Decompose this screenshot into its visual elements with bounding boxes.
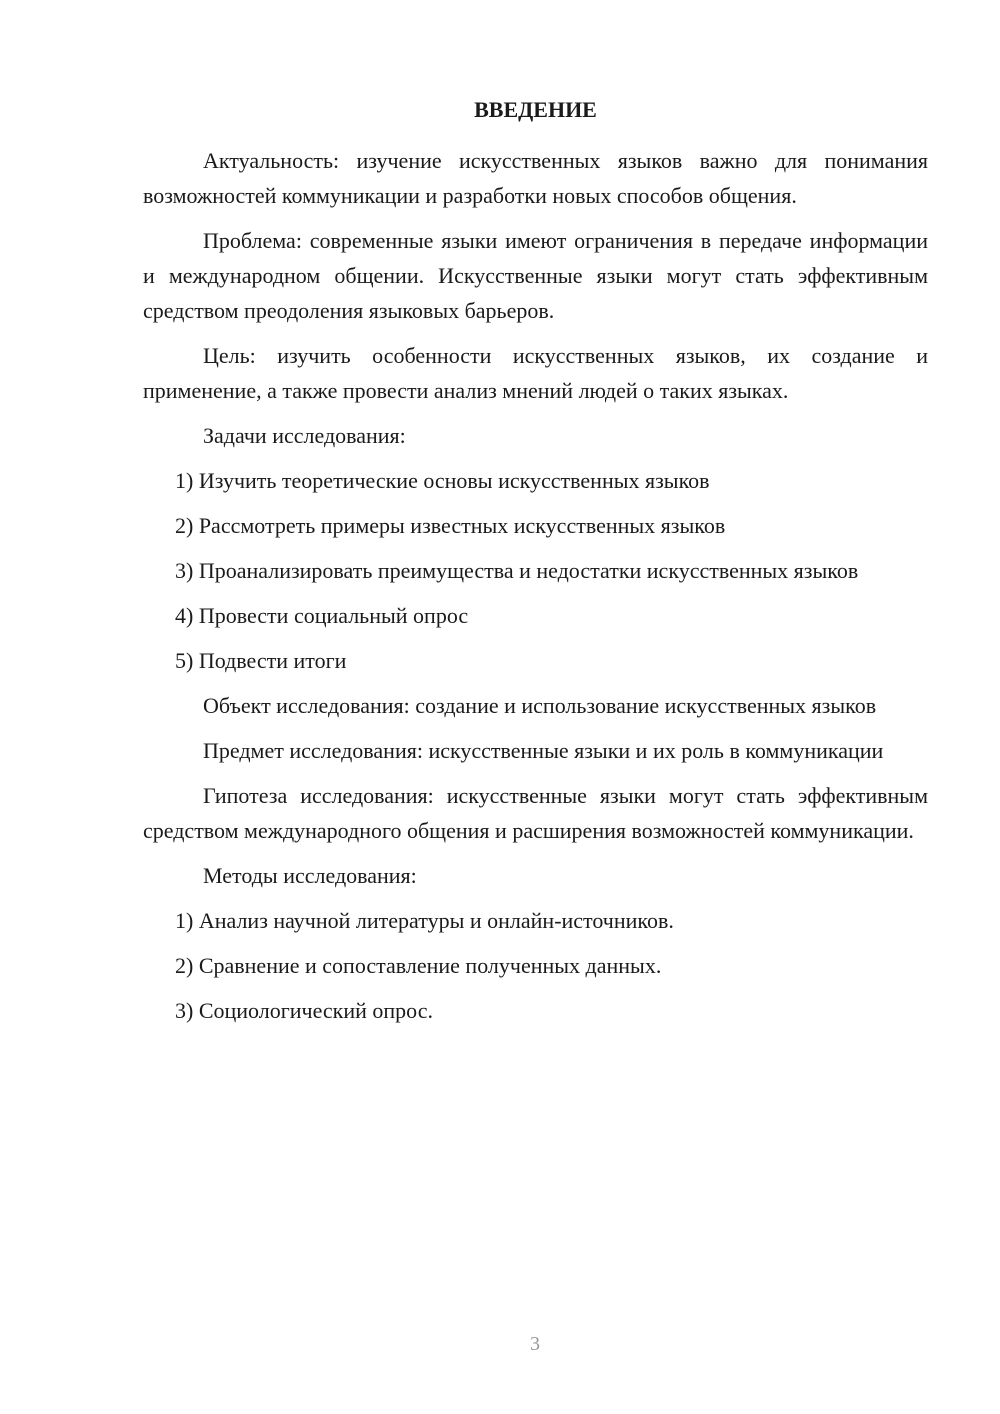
hypothesis-paragraph: Гипотеза исследования: искусственные языки могут стать эффективным средством международного общения и расширения возможностей коммуникации. [143, 783, 928, 843]
tasks-list [143, 463, 928, 678]
goal-paragraph: Цель: изучить особенности искусственных языков, их создание и применение, а также провести анализ мнений людей о таких языках. [143, 343, 928, 403]
methods-heading: Методы исследования: [203, 863, 417, 888]
document-page [143, 95, 928, 1038]
method-item: 2) Сравнение и сопоставление полученных данных. [175, 953, 662, 978]
subject-paragraph: Предмет исследования: искусственные языки и их роль в коммуникации [203, 738, 884, 763]
task-item: 2) Рассмотреть примеры известных искусственных языков [175, 513, 726, 538]
problem-paragraph: Проблема: современные языки имеют ограничения в передаче информации и международном общении. Искусственные языки могут стать эффективным средством преодоления языковых барьеров. [143, 228, 928, 323]
task-item: 4) Провести социальный опрос [175, 603, 469, 628]
object-paragraph: Объект исследования: создание и использование искусственных языков [203, 693, 877, 718]
page-number: 3 [530, 1333, 540, 1355]
task-item: 5) Подвести итоги [175, 648, 347, 673]
relevance-paragraph: Актуальность: изучение искусственных языков важно для понимания возможностей коммуникации и разработки новых способов общения. [143, 148, 928, 208]
tasks-heading: Задачи исследования: [203, 423, 406, 448]
method-item: 3) Социологический опрос. [175, 998, 433, 1023]
document-title: ВВЕДЕНИЕ [474, 97, 597, 122]
method-item: 1) Анализ научной литературы и онлайн-источников. [175, 908, 674, 933]
task-item: 3) Проанализировать преимущества и недостатки искусственных языков [175, 558, 859, 583]
task-item: 1) Изучить теоретические основы искусственных языков [175, 468, 710, 493]
methods-list [143, 903, 928, 1028]
